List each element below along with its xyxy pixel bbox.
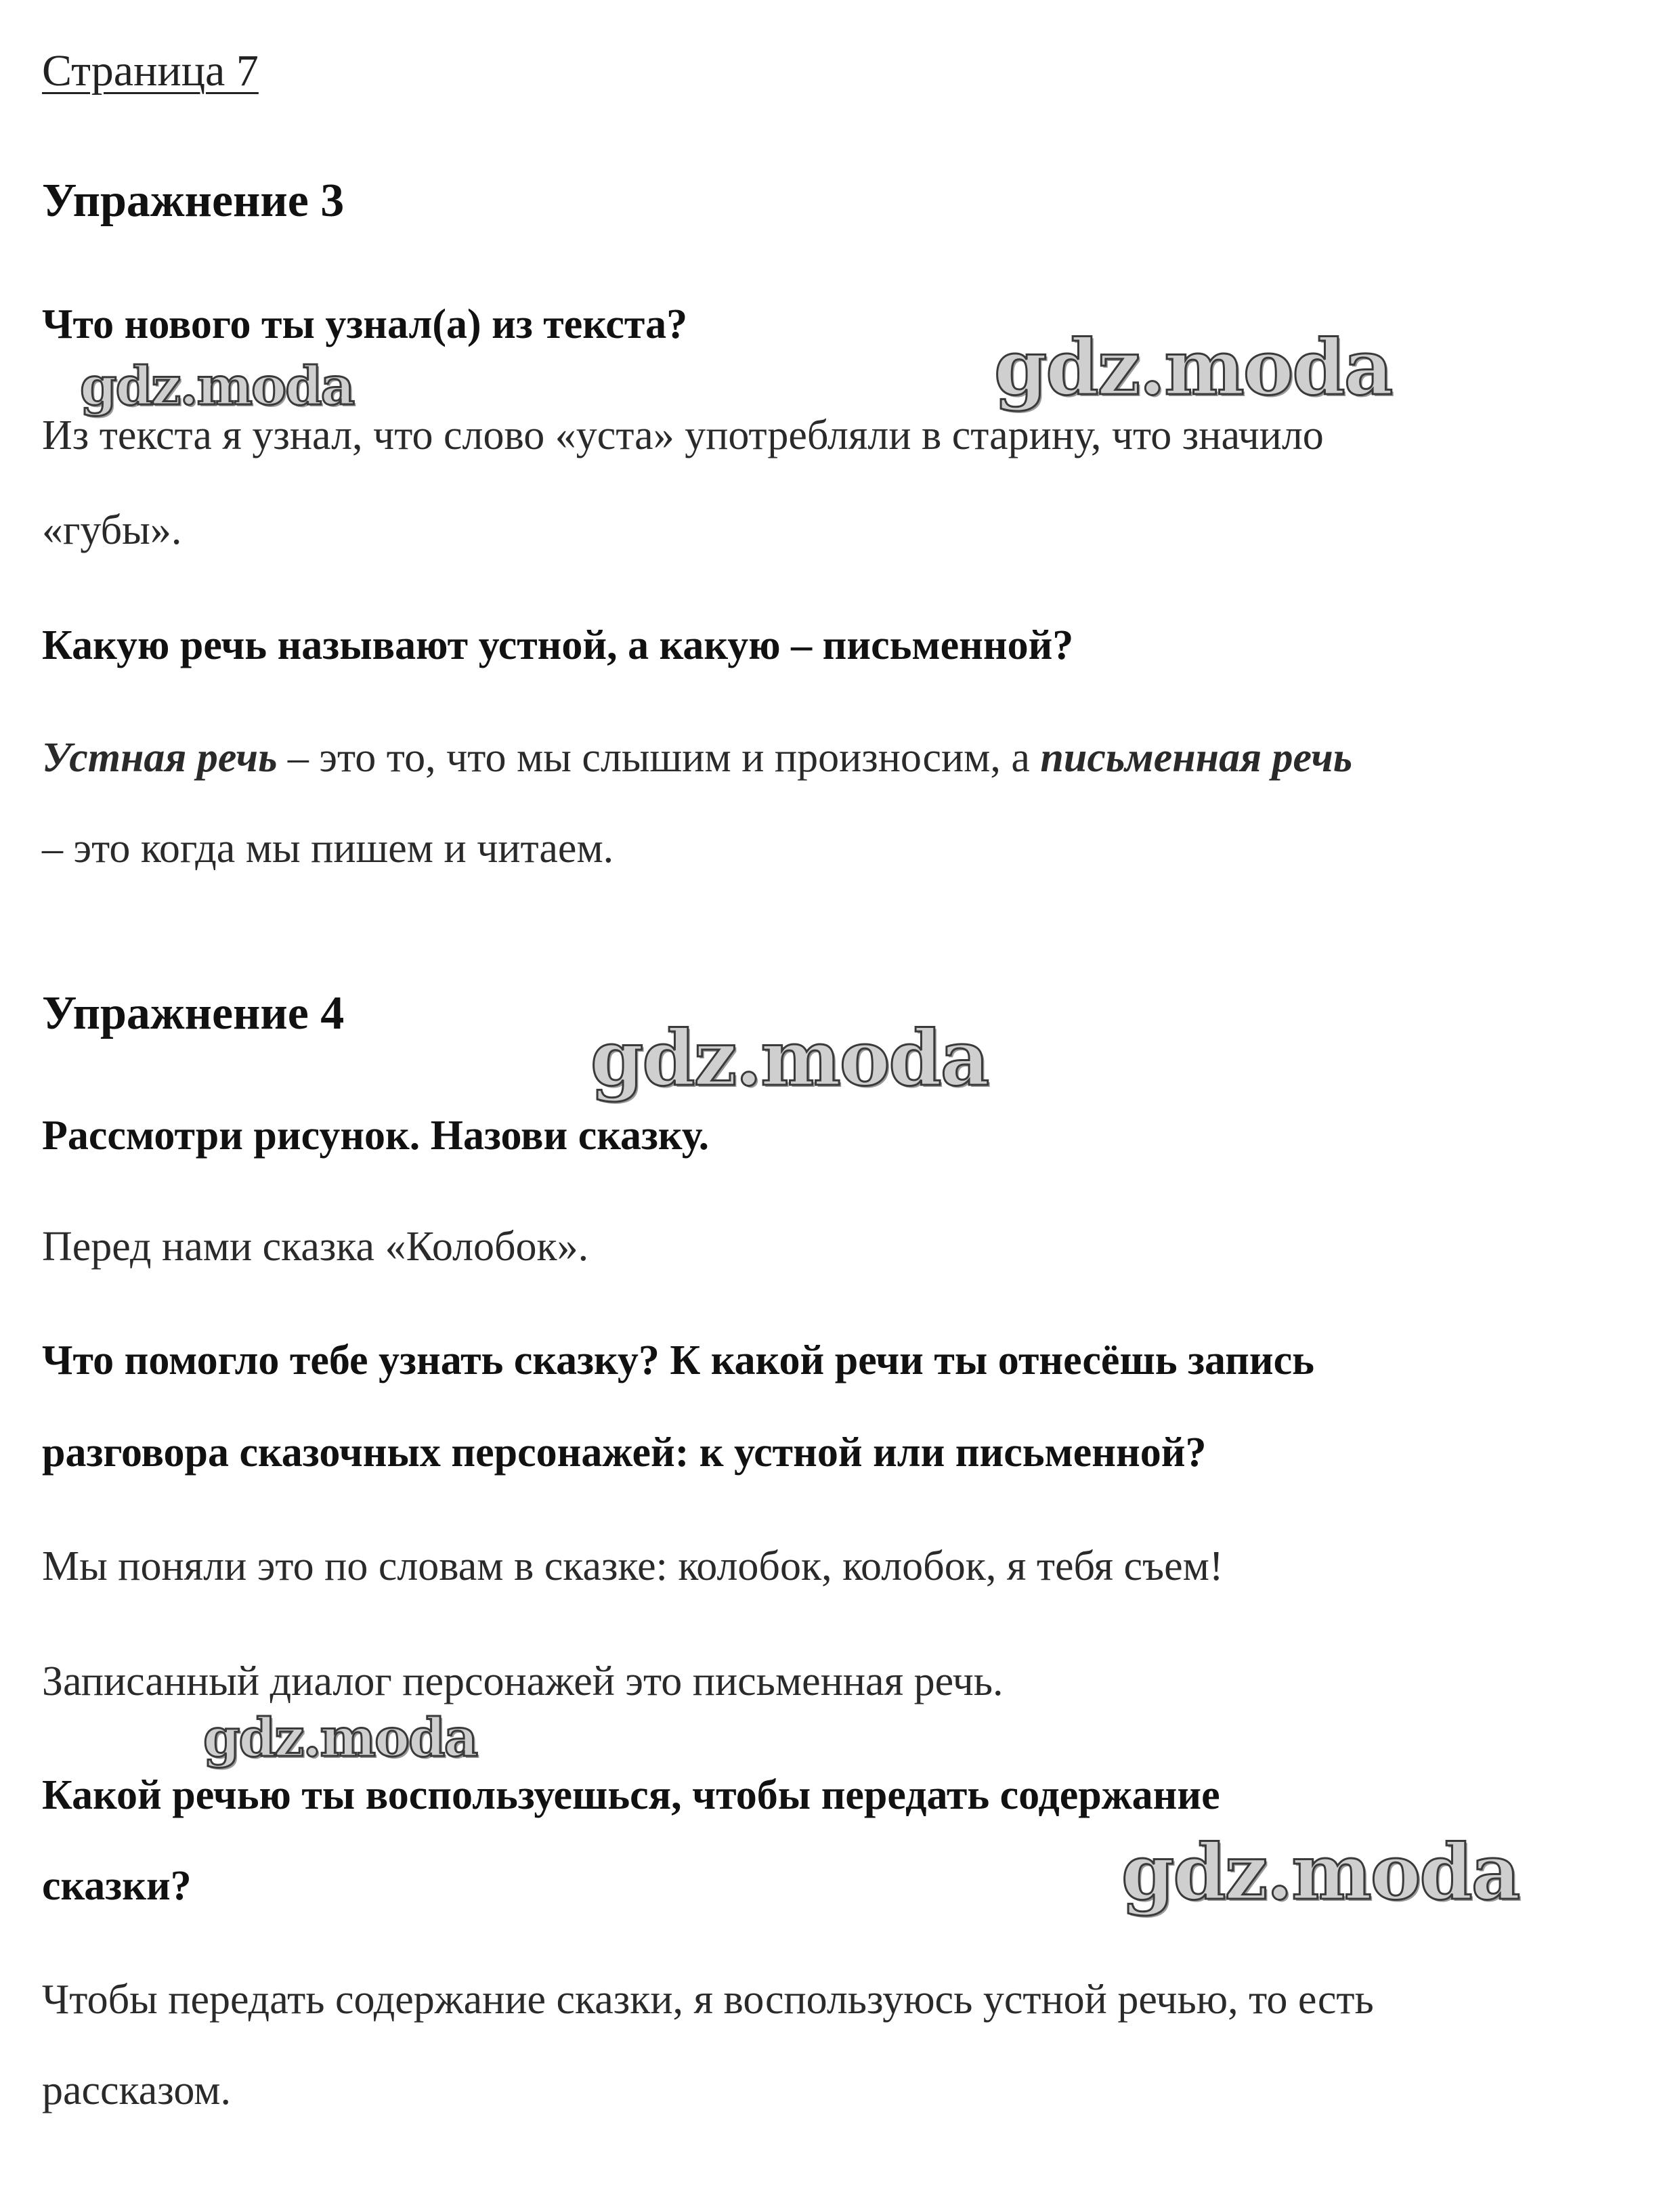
exercise-4-answer-1: Перед нами сказка «Колобок». bbox=[42, 1224, 589, 1270]
exercise-4-answer-3-line-2: рассказом. bbox=[42, 2067, 231, 2113]
term-oral-speech: Устная речь bbox=[42, 735, 278, 781]
exercise-4-answer-2-line-2: Записанный диалог персонажей это письменная речь. bbox=[42, 1658, 1004, 1704]
answer-text-mid: – это то, что мы слышим и произносим, а bbox=[277, 735, 1041, 781]
watermark: gdz.moda bbox=[203, 1707, 477, 1769]
watermark: gdz.moda bbox=[1121, 1828, 1520, 1917]
exercise-4-title: Упражнение 4 bbox=[42, 987, 345, 1039]
exercise-4-question-2-line-1: Что помогло тебе узнать сказку? К какой речи ты отнесёшь запись bbox=[42, 1337, 1314, 1383]
exercise-4-question-1: Рассмотри рисунок. Назови сказку. bbox=[42, 1113, 710, 1159]
exercise-4-question-2-line-2: разговора сказочных персонажей: к устной или письменной? bbox=[42, 1430, 1207, 1476]
exercise-3-answer-2-line-1 bbox=[42, 737, 1352, 779]
watermark: gdz.moda bbox=[994, 324, 1392, 412]
watermark: gdz.moda bbox=[80, 356, 354, 417]
exercise-3-question-1: Что нового ты узнал(а) из текста? bbox=[42, 301, 688, 347]
watermark: gdz.moda bbox=[590, 1014, 989, 1103]
exercise-3-question-2: Какую речь называют устной, а какую – письменной? bbox=[42, 622, 1074, 668]
page-label: Страница 7 bbox=[42, 46, 259, 95]
exercise-4-question-3-line-2: сказки? bbox=[42, 1863, 192, 1909]
exercise-4-answer-2-line-1: Мы поняли это по словам в сказке: колобок, колобок, я тебя съем! bbox=[42, 1543, 1224, 1589]
exercise-4-question-3-line-1: Какой речью ты воспользуешься, чтобы передать содержание bbox=[42, 1772, 1220, 1818]
exercise-4-answer-3-line-1: Чтобы передать содержание сказки, я воспользуюсь устной речью, то есть bbox=[42, 1977, 1374, 2023]
exercise-3-answer-1-line-1: Из текста я узнал, что слово «уста» употребляли в старину, что значило bbox=[42, 412, 1324, 458]
exercise-3-answer-1-line-2: «губы». bbox=[42, 507, 182, 553]
exercise-3-title: Упражнение 3 bbox=[42, 175, 345, 227]
term-written-speech: письменная речь bbox=[1040, 735, 1353, 781]
exercise-3-answer-2-line-2: – это когда мы пишем и читаем. bbox=[42, 825, 614, 872]
